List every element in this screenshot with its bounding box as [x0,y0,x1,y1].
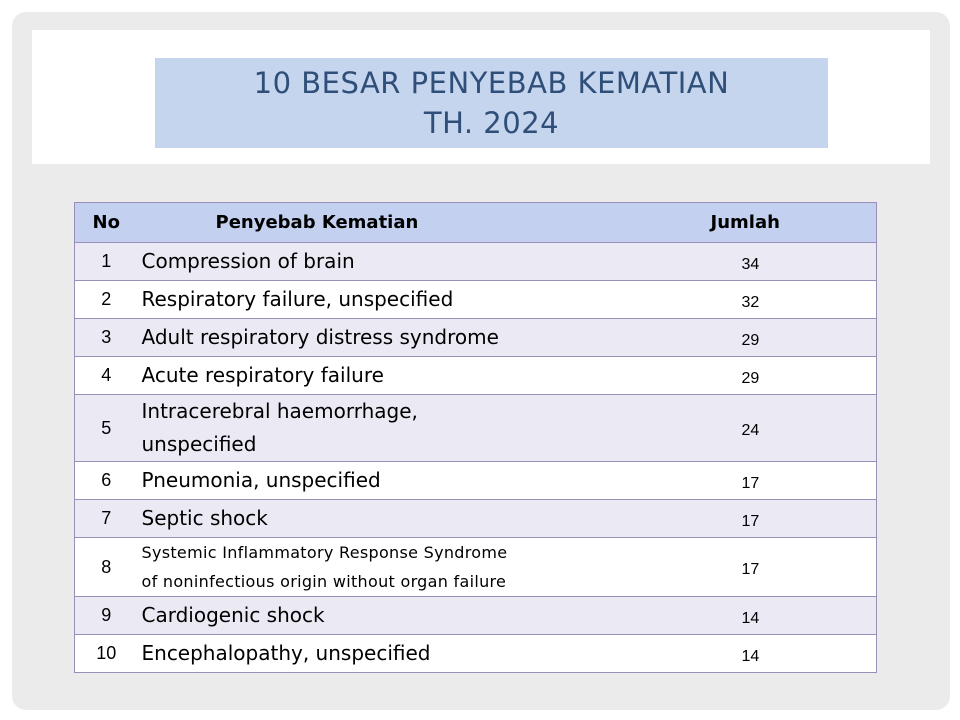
row-count: 14 [625,635,877,673]
row-no: 6 [75,462,138,500]
table-row [75,243,877,281]
cause-line: Septic shock [141,506,268,530]
table-row [75,281,877,319]
cause-line: Intracerebral haemorrhage, [141,399,418,423]
row-cause [138,597,625,635]
cause-line: Compression of brain [141,249,355,273]
row-no: 8 [75,538,138,597]
cause-line: Systemic Inflammatory Response Syndrome [141,543,508,562]
row-cause [138,462,625,500]
table-row [75,462,877,500]
row-cause [138,357,625,395]
cause-line: Cardiogenic shock [141,603,325,627]
row-cause [138,243,625,281]
row-count: 24 [625,395,877,462]
row-no: 9 [75,597,138,635]
row-count: 29 [625,319,877,357]
row-no: 3 [75,319,138,357]
row-count: 14 [625,597,877,635]
row-no: 10 [75,635,138,673]
cause-line: unspecified [141,432,257,456]
row-count: 17 [625,500,877,538]
table-row [75,538,877,597]
row-count: 17 [625,538,877,597]
title-box [155,58,828,148]
cause-line: Pneumonia, unspecified [141,468,381,492]
causes-of-death-table [74,202,877,673]
table-row [75,395,877,462]
title-line-1: 10 BESAR PENYEBAB KEMATIAN [253,66,730,100]
table-row [75,319,877,357]
row-cause [138,538,625,597]
row-cause [138,395,625,462]
row-cause [138,635,625,673]
cause-line: Acute respiratory failure [141,363,384,387]
row-no: 5 [75,395,138,462]
table-row [75,597,877,635]
table-row [75,500,877,538]
row-no: 1 [75,243,138,281]
row-no: 7 [75,500,138,538]
table-row [75,635,877,673]
row-cause [138,319,625,357]
row-count: 32 [625,281,877,319]
cause-line: Encephalopathy, unspecified [141,641,431,665]
cause-line: Adult respiratory distress syndrome [141,325,499,349]
cause-line: of noninfectious origin without organ failure [141,572,507,591]
row-no: 4 [75,357,138,395]
row-no: 2 [75,281,138,319]
table-header-row [75,203,877,243]
row-count: 17 [625,462,877,500]
table-row [75,357,877,395]
header-count: Jumlah [625,203,877,243]
row-count: 34 [625,243,877,281]
row-count: 29 [625,357,877,395]
header-no: No [75,203,138,243]
cause-line: Respiratory failure, unspecified [141,287,454,311]
row-cause [138,281,625,319]
title-line-2: TH. 2024 [423,106,560,140]
header-cause: Penyebab Kematian [138,203,625,243]
title-panel [32,30,930,164]
row-cause [138,500,625,538]
